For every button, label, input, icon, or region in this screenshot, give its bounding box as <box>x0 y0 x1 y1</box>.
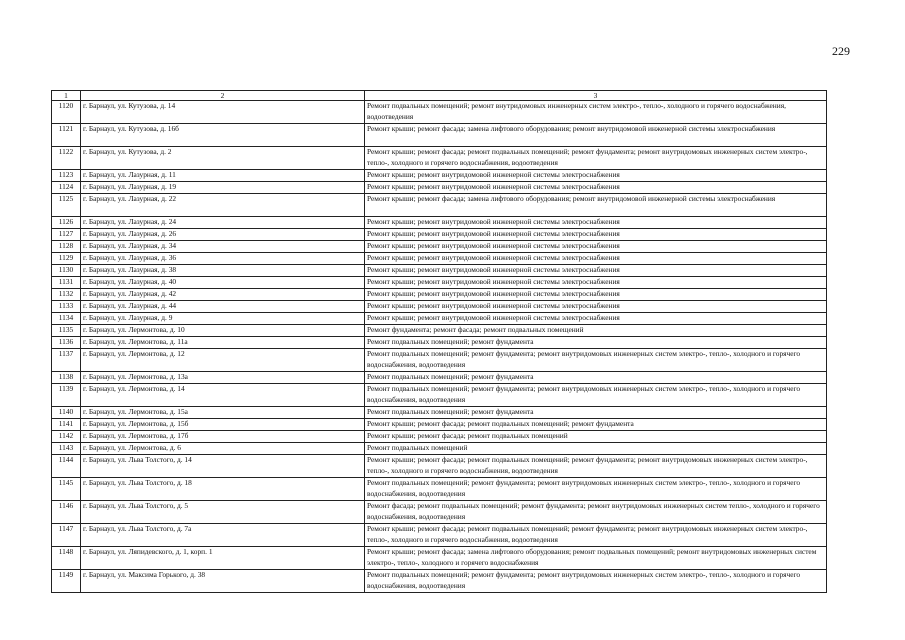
row-number: 1128 <box>52 241 81 253</box>
row-number: 1149 <box>52 570 81 593</box>
row-address: г. Барнаул, ул. Лазурная, д. 26 <box>81 229 365 241</box>
row-address: г. Барнаул, ул. Лермонтова, д. 10 <box>81 325 365 337</box>
header-col-2: 2 <box>81 91 365 101</box>
row-number: 1132 <box>52 289 81 301</box>
row-works: Ремонт крыши; ремонт внутридомовой инженерной системы электроснабжения <box>365 253 827 265</box>
table-row <box>52 570 827 593</box>
row-address: г. Барнаул, ул. Лермонтова, д. 11а <box>81 337 365 349</box>
table-row <box>52 301 827 313</box>
row-works: Ремонт крыши; ремонт внутридомовой инженерной системы электроснабжения <box>365 217 827 229</box>
header-col-1: 1 <box>52 91 81 101</box>
row-works: Ремонт крыши; ремонт внутридомовой инженерной системы электроснабжения <box>365 289 827 301</box>
row-works: Ремонт подвальных помещений <box>365 443 827 455</box>
table-row <box>52 407 827 419</box>
row-number: 1139 <box>52 384 81 407</box>
row-address: г. Барнаул, ул. Лазурная, д. 40 <box>81 277 365 289</box>
row-number: 1126 <box>52 217 81 229</box>
row-number: 1125 <box>52 194 81 217</box>
row-works: Ремонт крыши; ремонт фасада; замена лифтового оборудования; ремонт внутридомовой инженерной системы электроснабжения <box>365 124 827 147</box>
row-address: г. Барнаул, ул. Льва Толстого, д. 18 <box>81 478 365 501</box>
row-number: 1127 <box>52 229 81 241</box>
row-number: 1121 <box>52 124 81 147</box>
table-row <box>52 501 827 524</box>
row-address: г. Барнаул, ул. Лермонтова, д. 15а <box>81 407 365 419</box>
row-address: г. Барнаул, ул. Лазурная, д. 38 <box>81 265 365 277</box>
row-address: г. Барнаул, ул. Лазурная, д. 9 <box>81 313 365 325</box>
row-number: 1123 <box>52 170 81 182</box>
table-body <box>52 101 827 593</box>
table-row <box>52 241 827 253</box>
row-address: г. Барнаул, ул. Лазурная, д. 24 <box>81 217 365 229</box>
row-works: Ремонт подвальных помещений; ремонт фундамента; ремонт внутридомовых инженерных систем электро-, тепло-, холодного и горячего водоснабжения, водоотведения <box>365 570 827 593</box>
row-works: Ремонт подвальных помещений; ремонт фундамента <box>365 337 827 349</box>
table-row <box>52 419 827 431</box>
table-row <box>52 349 827 372</box>
row-address: г. Барнаул, ул. Лермонтова, д. 13а <box>81 372 365 384</box>
row-number: 1138 <box>52 372 81 384</box>
row-works: Ремонт крыши; ремонт внутридомовой инженерной системы электроснабжения <box>365 277 827 289</box>
row-number: 1124 <box>52 182 81 194</box>
table-row <box>52 313 827 325</box>
row-address: г. Барнаул, ул. Лермонтова, д. 14 <box>81 384 365 407</box>
row-works: Ремонт крыши; ремонт внутридомовой инженерной системы электроснабжения <box>365 170 827 182</box>
table-row <box>52 217 827 229</box>
row-address: г. Барнаул, ул. Лазурная, д. 42 <box>81 289 365 301</box>
row-address: г. Барнаул, ул. Кутузова, д. 2 <box>81 147 365 170</box>
row-works: Ремонт подвальных помещений; ремонт фундамента <box>365 407 827 419</box>
row-number: 1135 <box>52 325 81 337</box>
row-number: 1129 <box>52 253 81 265</box>
row-number: 1145 <box>52 478 81 501</box>
row-works: Ремонт крыши; ремонт фасада; ремонт подвальных помещений; ремонт фундамента; ремонт внутридомовых инженерных систем электро-, тепло-, холодного и горячего водоснабжения, водоотведения <box>365 147 827 170</box>
row-number: 1120 <box>52 101 81 124</box>
table-row <box>52 124 827 147</box>
table-row <box>52 147 827 170</box>
row-number: 1143 <box>52 443 81 455</box>
registry-table <box>51 90 827 593</box>
row-address: г. Барнаул, ул. Лазурная, д. 44 <box>81 301 365 313</box>
table-row <box>52 182 827 194</box>
table-row <box>52 431 827 443</box>
row-address: г. Барнаул, ул. Лермонтова, д. 15б <box>81 419 365 431</box>
row-works: Ремонт подвальных помещений; ремонт фундамента <box>365 372 827 384</box>
row-address: г. Барнаул, ул. Лазурная, д. 36 <box>81 253 365 265</box>
table-row <box>52 101 827 124</box>
table-row <box>52 194 827 217</box>
table-row <box>52 289 827 301</box>
row-works: Ремонт крыши; ремонт внутридомовой инженерной системы электроснабжения <box>365 182 827 194</box>
row-address: г. Барнаул, ул. Кутузова, д. 16б <box>81 124 365 147</box>
row-address: г. Барнаул, ул. Льва Толстого, д. 7а <box>81 524 365 547</box>
row-works: Ремонт крыши; ремонт фасада; ремонт подвальных помещений; ремонт фундамента; ремонт внутридомовых инженерных систем электро-, тепло-, холодного и горячего водоснабжения, водоотведения <box>365 524 827 547</box>
row-works: Ремонт подвальных помещений; ремонт фундамента; ремонт внутридомовых инженерных систем электро-, тепло-, холодного и горячего водоснабжения, водоотведения <box>365 384 827 407</box>
row-address: г. Барнаул, ул. Льва Толстого, д. 14 <box>81 455 365 478</box>
row-works: Ремонт подвальных помещений; ремонт внутридомовых инженерных систем электро-, тепло-, холодного и горячего водоснабжения, водоотведения <box>365 101 827 124</box>
row-works: Ремонт подвальных помещений; ремонт фундамента; ремонт внутридомовых инженерных систем электро-, тепло-, холодного и горячего водоснабжения, водоотведения <box>365 349 827 372</box>
table-row <box>52 384 827 407</box>
table-row <box>52 229 827 241</box>
row-works: Ремонт крыши; ремонт фасада; ремонт подвальных помещений; ремонт фундамента <box>365 419 827 431</box>
table-row <box>52 547 827 570</box>
table-row <box>52 277 827 289</box>
row-address: г. Барнаул, ул. Льва Толстого, д. 5 <box>81 501 365 524</box>
row-address: г. Барнаул, ул. Лазурная, д. 22 <box>81 194 365 217</box>
table-row <box>52 455 827 478</box>
row-number: 1142 <box>52 431 81 443</box>
row-number: 1144 <box>52 455 81 478</box>
row-number: 1147 <box>52 524 81 547</box>
row-address: г. Барнаул, ул. Максима Горького, д. 38 <box>81 570 365 593</box>
row-number: 1136 <box>52 337 81 349</box>
row-number: 1133 <box>52 301 81 313</box>
row-works: Ремонт фундамента; ремонт фасада; ремонт подвальных помещений <box>365 325 827 337</box>
row-address: г. Барнаул, ул. Лазурная, д. 34 <box>81 241 365 253</box>
page-number: 229 <box>832 44 850 58</box>
table-row <box>52 443 827 455</box>
header-row <box>52 91 827 101</box>
table-row <box>52 265 827 277</box>
row-works: Ремонт крыши; ремонт фасада; ремонт подвальных помещений <box>365 431 827 443</box>
table-row <box>52 478 827 501</box>
row-address: г. Барнаул, ул. Лазурная, д. 19 <box>81 182 365 194</box>
table-row <box>52 253 827 265</box>
table-row <box>52 337 827 349</box>
table-row <box>52 372 827 384</box>
row-works: Ремонт крыши; ремонт фасада; ремонт подвальных помещений; ремонт фундамента; ремонт внутридомовых инженерных систем электро-, тепло-, холодного и горячего водоснабжения, водоотведения <box>365 455 827 478</box>
row-number: 1130 <box>52 265 81 277</box>
row-address: г. Барнаул, ул. Лазурная, д. 11 <box>81 170 365 182</box>
row-number: 1131 <box>52 277 81 289</box>
row-address: г. Барнаул, ул. Лермонтова, д. 17б <box>81 431 365 443</box>
row-number: 1141 <box>52 419 81 431</box>
table-row <box>52 325 827 337</box>
row-address: г. Барнаул, ул. Лермонтова, д. 12 <box>81 349 365 372</box>
table-row <box>52 524 827 547</box>
row-works: Ремонт крыши; ремонт внутридомовой инженерной системы электроснабжения <box>365 301 827 313</box>
row-works: Ремонт подвальных помещений; ремонт фундамента; ремонт внутридомовых инженерных систем электро-, тепло-, холодного и горячего водоснабжения, водоотведения <box>365 478 827 501</box>
table-row <box>52 170 827 182</box>
row-number: 1137 <box>52 349 81 372</box>
header-col-3: 3 <box>365 91 827 101</box>
row-works: Ремонт крыши; ремонт внутридомовой инженерной системы электроснабжения <box>365 241 827 253</box>
row-works: Ремонт фасада; ремонт подвальных помещений; ремонт фундамента; ремонт внутридомовых инженерных систем тепло-, холодного и горячего водоснабжения, водоотведения <box>365 501 827 524</box>
row-number: 1122 <box>52 147 81 170</box>
row-works: Ремонт крыши; ремонт фасада; замена лифтового оборудования; ремонт подвальных помещений; ремонт внутридомовых инженерных систем электро-, тепло-, холодного и горячего водоснабжения <box>365 547 827 570</box>
table-header <box>52 91 827 101</box>
row-number: 1146 <box>52 501 81 524</box>
row-number: 1148 <box>52 547 81 570</box>
row-works: Ремонт крыши; ремонт внутридомовой инженерной системы электроснабжения <box>365 265 827 277</box>
row-works: Ремонт крыши; ремонт фасада; замена лифтового оборудования; ремонт внутридомовой инженерной системы электроснабжения <box>365 194 827 217</box>
row-number: 1140 <box>52 407 81 419</box>
row-address: г. Барнаул, ул. Лермонтова, д. 6 <box>81 443 365 455</box>
row-number: 1134 <box>52 313 81 325</box>
row-address: г. Барнаул, ул. Кутузова, д. 14 <box>81 101 365 124</box>
row-address: г. Барнаул, ул. Ляпидевского, д. 1, корп. 1 <box>81 547 365 570</box>
row-works: Ремонт крыши; ремонт внутридомовой инженерной системы электроснабжения <box>365 313 827 325</box>
row-works: Ремонт крыши; ремонт внутридомовой инженерной системы электроснабжения <box>365 229 827 241</box>
